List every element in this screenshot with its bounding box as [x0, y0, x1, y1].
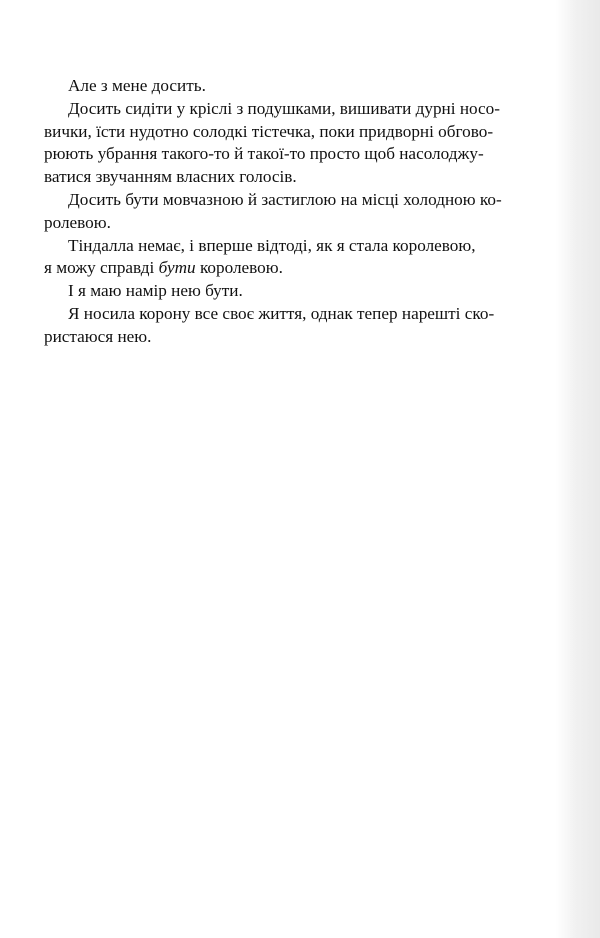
text-line: ристаюся нею.	[44, 326, 152, 346]
text-line: Тіндалла немає, і вперше відтоді, як я стала королевою,	[68, 235, 476, 255]
body-text	[44, 75, 513, 349]
text-line: Але з мене досить.	[68, 76, 206, 95]
paragraph-4	[44, 235, 513, 281]
text-line	[44, 257, 513, 280]
page-edge-shadow	[556, 0, 600, 938]
text-line: Досить сидіти у кріслі з подушками, вишивати дурні носо-	[68, 98, 500, 118]
text-segment: я можу справді	[44, 258, 159, 278]
paragraph-2	[44, 98, 513, 189]
paragraph-5	[68, 280, 513, 303]
text-line: ролевою.	[44, 212, 111, 232]
text-line: рюють убрання такого-то й такої-то просто щоб насолоджу-	[44, 144, 484, 164]
paragraph-3	[44, 189, 513, 235]
text-segment: королевою.	[195, 258, 283, 278]
paragraph-6	[44, 303, 513, 349]
italic-emphasis: бути	[158, 258, 196, 278]
text-line: Я носила корону все своє життя, однак тепер нарешті ско-	[68, 303, 495, 323]
text-line: Досить бути мовчазною й застиглою на місці холодною ко-	[68, 189, 502, 209]
paragraph-1	[68, 75, 513, 98]
text-line: вички, їсти нудотно солодкі тістечка, поки придворні обгово-	[44, 121, 494, 141]
text-line: І я маю намір нею бути.	[68, 281, 243, 301]
text-line: ватися звучанням власних голосів.	[44, 167, 297, 187]
